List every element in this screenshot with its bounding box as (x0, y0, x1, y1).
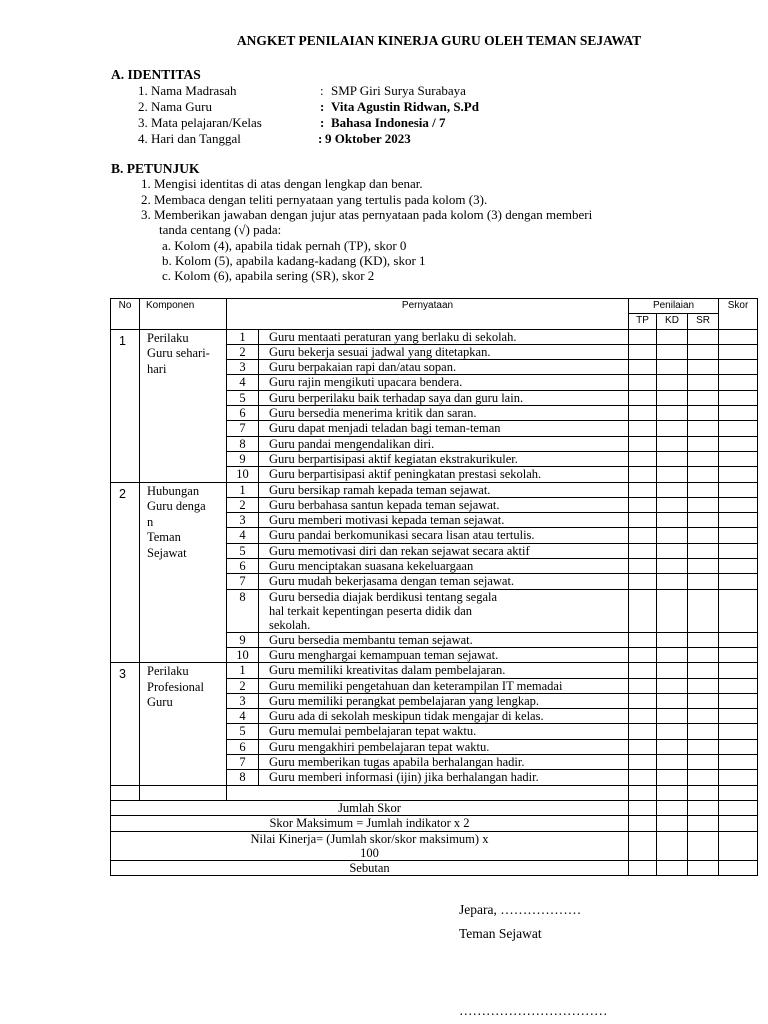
item-number: 1 (227, 663, 259, 678)
header-penilaian: Penilaian (629, 299, 719, 314)
item-number: 2 (227, 344, 259, 359)
rating-cell-tp[interactable] (629, 632, 657, 647)
rating-cell-tp[interactable] (629, 421, 657, 436)
score-cell[interactable] (719, 467, 758, 482)
rating-cell-sr[interactable] (688, 436, 719, 451)
score-cell[interactable] (719, 739, 758, 754)
item-number: 2 (227, 497, 259, 512)
summary-cell-tp[interactable] (629, 800, 657, 815)
item-number: 7 (227, 421, 259, 436)
rating-cell-sr[interactable] (688, 375, 719, 390)
item-number: 9 (227, 632, 259, 647)
rating-cell-kd[interactable] (657, 528, 688, 543)
document-title: ANGKET PENILAIAN KINERJA GURU OLEH TEMAN SEJAWAT (236, 33, 642, 48)
rating-cell-tp[interactable] (629, 390, 657, 405)
item-number: 4 (227, 528, 259, 543)
spacer-cell (111, 785, 140, 800)
item-number: 8 (227, 770, 259, 785)
rating-cell-sr[interactable] (688, 559, 719, 574)
item-number: 9 (227, 451, 259, 466)
identity-value-mapel: Bahasa Indonesia / 7 (331, 115, 446, 130)
rating-cell-kd[interactable] (657, 739, 688, 754)
group-number: 1 (111, 329, 140, 482)
header-pernyataan: Pernyataan (227, 299, 629, 330)
score-cell[interactable] (719, 574, 758, 589)
statement-text: Guru berbahasa santun kepada teman sejawat. (259, 497, 629, 512)
rating-cell-kd[interactable] (657, 709, 688, 724)
statement-text: Guru dapat menjadi teladan bagi teman-teman (259, 421, 629, 436)
summary-cell-sr[interactable] (688, 831, 719, 860)
item-number: 8 (227, 436, 259, 451)
identity-value-madrasah: SMP Giri Surya Surabaya (331, 83, 466, 98)
rating-cell-kd[interactable] (657, 632, 688, 647)
signature-place-date: Jepara, ……………… (459, 902, 582, 917)
rating-cell-sr[interactable] (688, 632, 719, 647)
statement-text: Guru berpartisipasi aktif kegiatan ekstrakurikuler. (259, 451, 629, 466)
summary-row (111, 831, 758, 860)
item-number: 1 (227, 482, 259, 497)
rating-cell-tp[interactable] (629, 482, 657, 497)
rating-cell-kd[interactable] (657, 770, 688, 785)
header-skor: Skor (719, 299, 758, 330)
statement-text: Guru bersedia menerima kritik dan saran. (259, 406, 629, 421)
score-cell[interactable] (719, 663, 758, 678)
rating-cell-kd[interactable] (657, 543, 688, 558)
header-kd: KD (657, 314, 688, 329)
identity-sep: : (318, 131, 323, 146)
item-number: 1 (227, 329, 259, 344)
rating-cell-kd[interactable] (657, 360, 688, 375)
assessment-table (110, 298, 758, 876)
rating-cell-tp[interactable] (629, 360, 657, 375)
summary-row (111, 860, 758, 875)
item-number: 5 (227, 724, 259, 739)
statement-text: Guru berperilaku baik terhadap saya dan guru lain. (259, 390, 629, 405)
item-number: 8 (227, 589, 259, 632)
statement-text: Guru memiliki perangkat pembelajaran yang lengkap. (259, 693, 629, 708)
summary-cell-tp[interactable] (629, 816, 657, 831)
item-number: 2 (227, 678, 259, 693)
spacer-cell (688, 785, 719, 800)
score-cell[interactable] (719, 436, 758, 451)
rating-cell-tp[interactable] (629, 678, 657, 693)
score-cell[interactable] (719, 406, 758, 421)
rating-cell-tp[interactable] (629, 589, 657, 632)
statement-text: Guru berpartisipasi aktif peningkatan prestasi sekolah. (259, 467, 629, 482)
score-cell[interactable] (719, 632, 758, 647)
rating-cell-kd[interactable] (657, 451, 688, 466)
spacer-cell (657, 785, 688, 800)
header-no: No (111, 299, 140, 330)
summary-cell-tp[interactable] (629, 860, 657, 875)
rating-cell-tp[interactable] (629, 467, 657, 482)
rating-cell-kd[interactable] (657, 693, 688, 708)
instruction-item: 3. Memberikan jawaban dengan jujur atas pernyataan pada kolom (3) dengan memberi (141, 207, 593, 222)
summary-score-cell[interactable] (719, 831, 758, 860)
score-cell[interactable] (719, 543, 758, 558)
statement-text: Guru memberi informasi (ijin) jika berhalangan hadir. (259, 770, 629, 785)
rating-cell-tp[interactable] (629, 543, 657, 558)
instruction-item: 2. Membaca dengan teliti pernyataan yang tertulis pada kolom (3). (141, 192, 488, 207)
rating-cell-sr[interactable] (688, 329, 719, 344)
statement-text: Guru bersikap ramah kepada teman sejawat. (259, 482, 629, 497)
item-number: 10 (227, 647, 259, 662)
rating-cell-sr[interactable] (688, 467, 719, 482)
score-cell[interactable] (719, 482, 758, 497)
score-cell[interactable] (719, 390, 758, 405)
rating-cell-tp[interactable] (629, 451, 657, 466)
header-komponen: Komponen (140, 299, 227, 330)
rating-cell-kd[interactable] (657, 678, 688, 693)
score-cell[interactable] (719, 528, 758, 543)
score-cell[interactable] (719, 360, 758, 375)
statement-text: Guru menciptakan suasana kekeluargaan (259, 559, 629, 574)
rating-cell-kd[interactable] (657, 724, 688, 739)
statement-text: Guru bekerja sesuai jadwal yang ditetapkan. (259, 344, 629, 359)
identity-label-guru: 2. Nama Guru (138, 99, 213, 114)
rating-cell-sr[interactable] (688, 693, 719, 708)
table-row (111, 663, 758, 678)
rating-cell-sr[interactable] (688, 663, 719, 678)
score-cell[interactable] (719, 770, 758, 785)
instruction-subitem: a. Kolom (4), apabila tidak pernah (TP), skor 0 (162, 238, 407, 253)
score-cell[interactable] (719, 375, 758, 390)
summary-label: Nilai Kinerja= (Jumlah skor/skor maksimum) x 100 (111, 831, 629, 860)
rating-cell-sr[interactable] (688, 513, 719, 528)
score-cell[interactable] (719, 497, 758, 512)
signature-line: …………………………… (459, 1003, 608, 1018)
rating-cell-sr[interactable] (688, 344, 719, 359)
rating-cell-kd[interactable] (657, 329, 688, 344)
rating-cell-kd[interactable] (657, 589, 688, 632)
rating-cell-kd[interactable] (657, 467, 688, 482)
item-number: 3 (227, 693, 259, 708)
rating-cell-tp[interactable] (629, 436, 657, 451)
statement-text: Guru memiliki pengetahuan dan keterampilan IT memadai (259, 678, 629, 693)
identity-value-guru: Vita Agustin Ridwan, S.Pd (331, 99, 479, 114)
rating-cell-tp[interactable] (629, 344, 657, 359)
rating-cell-sr[interactable] (688, 678, 719, 693)
rating-cell-sr[interactable] (688, 421, 719, 436)
rating-cell-kd[interactable] (657, 406, 688, 421)
group-number: 3 (111, 663, 140, 785)
rating-cell-tp[interactable] (629, 574, 657, 589)
item-number: 7 (227, 755, 259, 770)
rating-cell-tp[interactable] (629, 739, 657, 754)
statement-text: Guru pandai berkomunikasi secara lisan atau tertulis. (259, 528, 629, 543)
score-cell[interactable] (719, 589, 758, 632)
item-number: 6 (227, 559, 259, 574)
rating-cell-sr[interactable] (688, 647, 719, 662)
identity-label-tanggal: 4. Hari dan Tanggal (138, 131, 241, 146)
rating-cell-tp[interactable] (629, 709, 657, 724)
item-number: 5 (227, 543, 259, 558)
item-number: 6 (227, 739, 259, 754)
group-komponen: Perilaku Guru sehari- hari (140, 329, 227, 482)
rating-cell-sr[interactable] (688, 709, 719, 724)
instruction-subitem: b. Kolom (5), apabila kadang-kadang (KD), skor 1 (162, 253, 426, 268)
rating-cell-sr[interactable] (688, 497, 719, 512)
score-cell[interactable] (719, 344, 758, 359)
rating-cell-kd[interactable] (657, 482, 688, 497)
statement-text: Guru ada di sekolah meskipun tidak mengajar di kelas. (259, 709, 629, 724)
summary-cell-sr[interactable] (688, 800, 719, 815)
score-cell[interactable] (719, 709, 758, 724)
summary-label: Skor Maksimum = Jumlah indikator x 2 (111, 816, 629, 831)
score-cell[interactable] (719, 724, 758, 739)
score-cell[interactable] (719, 421, 758, 436)
statement-text: Guru pandai mengendalikan diri. (259, 436, 629, 451)
statement-text: Guru bersedia diajak berdikusi tentang segala hal terkait kepentingan peserta didik dan sekolah. (259, 589, 629, 632)
rating-cell-sr[interactable] (688, 406, 719, 421)
rating-cell-sr[interactable] (688, 543, 719, 558)
rating-cell-kd[interactable] (657, 647, 688, 662)
item-number: 3 (227, 360, 259, 375)
header-sr: SR (688, 314, 719, 329)
rating-cell-sr[interactable] (688, 724, 719, 739)
rating-cell-sr[interactable] (688, 482, 719, 497)
summary-score-cell[interactable] (719, 800, 758, 815)
rating-cell-tp[interactable] (629, 693, 657, 708)
summary-row (111, 816, 758, 831)
identity-label-mapel: 3. Mata pelajaran/Kelas (138, 115, 262, 130)
statement-text: Guru memberikan tugas apabila berhalangan hadir. (259, 755, 629, 770)
spacer-cell (140, 785, 227, 800)
summary-score-cell[interactable] (719, 816, 758, 831)
rating-cell-tp[interactable] (629, 755, 657, 770)
summary-score-cell[interactable] (719, 860, 758, 875)
header-tp: TP (629, 314, 657, 329)
table-row (111, 329, 758, 344)
rating-cell-sr[interactable] (688, 755, 719, 770)
rating-cell-tp[interactable] (629, 497, 657, 512)
rating-cell-tp[interactable] (629, 406, 657, 421)
rating-cell-tp[interactable] (629, 559, 657, 574)
summary-cell-tp[interactable] (629, 831, 657, 860)
statement-text: Guru berpakaian rapi dan/atau sopan. (259, 360, 629, 375)
identity-value-tanggal: 9 Oktober 2023 (325, 131, 411, 146)
score-cell[interactable] (719, 755, 758, 770)
score-cell[interactable] (719, 329, 758, 344)
group-komponen: Hubungan Guru denga n Teman Sejawat (140, 482, 227, 663)
section-b-heading: B. PETUNJUK (111, 161, 200, 176)
instruction-subitem: c. Kolom (6), apabila sering (SR), skor 2 (162, 268, 375, 283)
statement-text: Guru memberi motivasi kepada teman sejawat. (259, 513, 629, 528)
rating-cell-kd[interactable] (657, 421, 688, 436)
rating-cell-kd[interactable] (657, 559, 688, 574)
rating-cell-tp[interactable] (629, 647, 657, 662)
item-number: 10 (227, 467, 259, 482)
rating-cell-tp[interactable] (629, 528, 657, 543)
statement-text: Guru memulai pembelajaran tepat waktu. (259, 724, 629, 739)
rating-cell-sr[interactable] (688, 770, 719, 785)
statement-text: Guru rajin mengikuti upacara bendera. (259, 375, 629, 390)
score-cell[interactable] (719, 451, 758, 466)
summary-cell-kd[interactable] (657, 860, 688, 875)
item-number: 4 (227, 709, 259, 724)
rating-cell-sr[interactable] (688, 360, 719, 375)
rating-cell-kd[interactable] (657, 390, 688, 405)
statement-text: Guru mengakhiri pembelajaran tepat waktu. (259, 739, 629, 754)
score-cell[interactable] (719, 647, 758, 662)
group-komponen: Perilaku Profesional Guru (140, 663, 227, 785)
item-number: 3 (227, 513, 259, 528)
spacer-cell (629, 785, 657, 800)
score-cell[interactable] (719, 678, 758, 693)
instruction-item-continued: tanda centang (√) pada: (159, 222, 282, 237)
spacer-cell (719, 785, 758, 800)
rating-cell-kd[interactable] (657, 574, 688, 589)
table-row (111, 482, 758, 497)
item-number: 5 (227, 390, 259, 405)
summary-cell-kd[interactable] (657, 831, 688, 860)
spacer-cell (227, 785, 629, 800)
summary-cell-kd[interactable] (657, 800, 688, 815)
item-number: 6 (227, 406, 259, 421)
rating-cell-tp[interactable] (629, 513, 657, 528)
summary-cell-sr[interactable] (688, 816, 719, 831)
statement-text: Guru mudah bekerjasama dengan teman sejawat. (259, 574, 629, 589)
identity-sep: : (320, 99, 325, 114)
summary-cell-sr[interactable] (688, 860, 719, 875)
rating-cell-tp[interactable] (629, 724, 657, 739)
rating-cell-sr[interactable] (688, 589, 719, 632)
item-number: 7 (227, 574, 259, 589)
score-cell[interactable] (719, 559, 758, 574)
rating-cell-kd[interactable] (657, 436, 688, 451)
rating-cell-kd[interactable] (657, 663, 688, 678)
rating-cell-sr[interactable] (688, 390, 719, 405)
rating-cell-kd[interactable] (657, 497, 688, 512)
item-number: 4 (227, 375, 259, 390)
section-a-heading: A. IDENTITAS (111, 67, 201, 82)
summary-label: Jumlah Skor (111, 800, 629, 815)
summary-row (111, 800, 758, 815)
rating-cell-sr[interactable] (688, 574, 719, 589)
rating-cell-kd[interactable] (657, 513, 688, 528)
identity-label-madrasah: 1. Nama Madrasah (138, 83, 237, 98)
summary-cell-kd[interactable] (657, 816, 688, 831)
rating-cell-tp[interactable] (629, 375, 657, 390)
rating-cell-tp[interactable] (629, 770, 657, 785)
statement-text: Guru mentaati peraturan yang berlaku di sekolah. (259, 329, 629, 344)
rating-cell-sr[interactable] (688, 528, 719, 543)
score-cell[interactable] (719, 693, 758, 708)
identity-sep: : (320, 115, 325, 130)
rating-cell-sr[interactable] (688, 739, 719, 754)
instruction-item: 1. Mengisi identitas di atas dengan lengkap dan benar. (141, 176, 423, 191)
signature-role: Teman Sejawat (459, 926, 542, 941)
statement-text: Guru memiliki kreativitas dalam pembelajaran. (259, 663, 629, 678)
statement-text: Guru bersedia membantu teman sejawat. (259, 632, 629, 647)
rating-cell-tp[interactable] (629, 663, 657, 678)
summary-label: Sebutan (111, 860, 629, 875)
statement-text: Guru menghargai kemampuan teman sejawat. (259, 647, 629, 662)
group-number: 2 (111, 482, 140, 663)
score-cell[interactable] (719, 513, 758, 528)
rating-cell-tp[interactable] (629, 329, 657, 344)
identity-sep: : (320, 83, 324, 98)
rating-cell-sr[interactable] (688, 451, 719, 466)
statement-text: Guru memotivasi diri dan rekan sejawat secara aktif (259, 543, 629, 558)
rating-cell-kd[interactable] (657, 755, 688, 770)
rating-cell-kd[interactable] (657, 344, 688, 359)
rating-cell-kd[interactable] (657, 375, 688, 390)
